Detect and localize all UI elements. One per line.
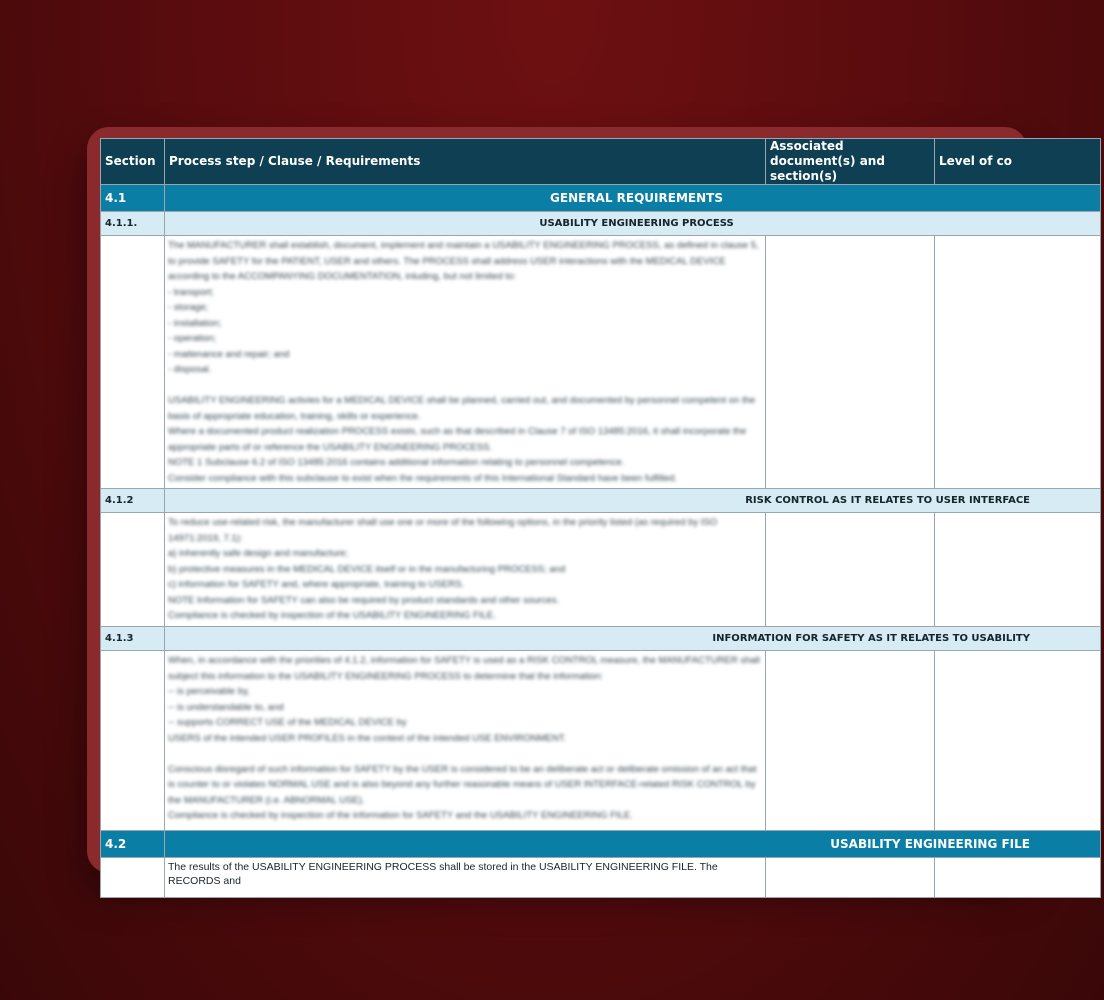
- section-cell-empty: [101, 651, 165, 831]
- associated-doc-cell[interactable]: [766, 513, 935, 627]
- section-number: 4.1.1.: [101, 212, 165, 236]
- section-cell-empty: [101, 858, 165, 898]
- requirement-text: When, in accordance with the priorities of 4.1.2, information for SAFETY is used as a RISK CONTROL measure, the MANUFACTURER shall subject this information to the USABILITY ENGINEERING PROCESS to determine that the information: -- is perceivable by, -- is understandable to, and -- supports CORRECT USE of the MEDICAL DEVICE by USERS of the intended USER PROFILES in the context of the intended USE ENVIRONMENT. Conscious disregard of such information for SAFETY by the USER is considered to be an deliberate act or deliberate omission of an act that is counter to or violates NORMAL USE and is also beyond any further reasonable means of USER INTERFACE-related RISK CONTROL by the MANUFACTURER (i.e. ABNORMAL USE). Compliance is checked by inspection of the information for SAFETY and the USABILITY ENGINEERING FILE.: [168, 655, 760, 821]
- section-row: [101, 831, 1101, 858]
- subsection-row: [101, 489, 1101, 513]
- header-process: Process step / Clause / Requirements: [165, 139, 766, 185]
- section-number: 4.1.3: [101, 627, 165, 651]
- associated-doc-cell[interactable]: [766, 651, 935, 831]
- requirement-text-cell: [165, 858, 766, 898]
- subsection-title: INFORMATION FOR SAFETY AS IT RELATES TO USABILITY: [712, 633, 1030, 644]
- header-associated: Associated document(s) and section(s): [766, 139, 935, 185]
- section-cell-empty: [101, 513, 165, 627]
- level-cell[interactable]: [935, 236, 1101, 489]
- subsection-row: [101, 212, 1101, 236]
- section-row: [101, 185, 1101, 212]
- requirement-text-cell: [165, 513, 766, 627]
- requirement-row: [101, 858, 1101, 898]
- requirement-row: [101, 236, 1101, 489]
- requirement-text-cell: [165, 236, 766, 489]
- requirement-text-cell: [165, 651, 766, 831]
- subsection-title: RISK CONTROL AS IT RELATES TO USER INTERFACE: [745, 495, 1030, 506]
- section-number: 4.1: [101, 185, 165, 212]
- subsection-title: USABILITY ENGINEERING PROCESS: [539, 218, 734, 229]
- table-header-row: [101, 139, 1101, 185]
- requirements-table: [100, 138, 1101, 898]
- requirement-row: [101, 513, 1101, 627]
- level-cell[interactable]: [935, 858, 1101, 898]
- section-cell-empty: [101, 236, 165, 489]
- subsection-row: [101, 627, 1101, 651]
- document-screen: [100, 138, 1030, 887]
- section-number: 4.1.2: [101, 489, 165, 513]
- level-cell[interactable]: [935, 513, 1101, 627]
- section-number: 4.2: [101, 831, 165, 858]
- associated-doc-cell[interactable]: [766, 858, 935, 898]
- associated-doc-cell[interactable]: [766, 236, 935, 489]
- section-title: GENERAL REQUIREMENTS: [550, 191, 723, 205]
- level-cell[interactable]: [935, 651, 1101, 831]
- header-level: Level of co: [935, 139, 1101, 185]
- requirement-text: The MANUFACTURER shall establish, document, implement and maintain a USABILITY ENGINEERING PROCESS, as defined in clause 5, to provide SAFETY for the PATIENT, USER and others. The PROCESS shall address USER interactions with the MEDICAL DEVICE according to the ACCOMPANYING DOCUMENTATION, inluding, but not limited to: - transport; - storage; - installation; - operation; - maitenance and repair; and - disposal. USABILITY ENGINEERING activies for a MEDICAL DEVICE shall be planned, carried out, and documented by personnel competent on the basis of appropriate education, training, skills or experience. Where a documented product realization PROCESS exists, such as that described in Clause 7 of ISO 13485:2016, it shall incorporate the appropriate parts of or reference the USABILITY ENGINEERING PROCESS. NOTE 1 Subclause 6.2 of ISO 13485:2016 contains additional information relating to personnel competence. Consider compliance with this subclause to exist when the requirements of this International Standard have been fulfilled.: [168, 240, 759, 484]
- section-title: USABILITY ENGINEERING FILE: [830, 837, 1030, 851]
- requirement-text: To reduce use-related risk, the manufacturer shall use one or more of the following options, in the priority listed (as required by ISO 14971:2019, 7.1): a) inherently safe design and manufacture; b) protective measures in the MEDICAL DEVICE itself or in the manufacturing PROCESS; and c) information for SAFETY and, where appropriate, training to USERS. NOTE Information for SAFETY can also be required by product standards and other sources. Compliance is checked by inspection of the USABILITY ENGINEERING FILE.: [168, 517, 718, 621]
- requirement-text: The results of the USABILITY ENGINEERING PROCESS shall be stored in the USABILITY ENGINEERING FILE. The RECORDS and: [168, 861, 718, 887]
- header-section: Section: [101, 139, 165, 185]
- requirement-row: [101, 651, 1101, 831]
